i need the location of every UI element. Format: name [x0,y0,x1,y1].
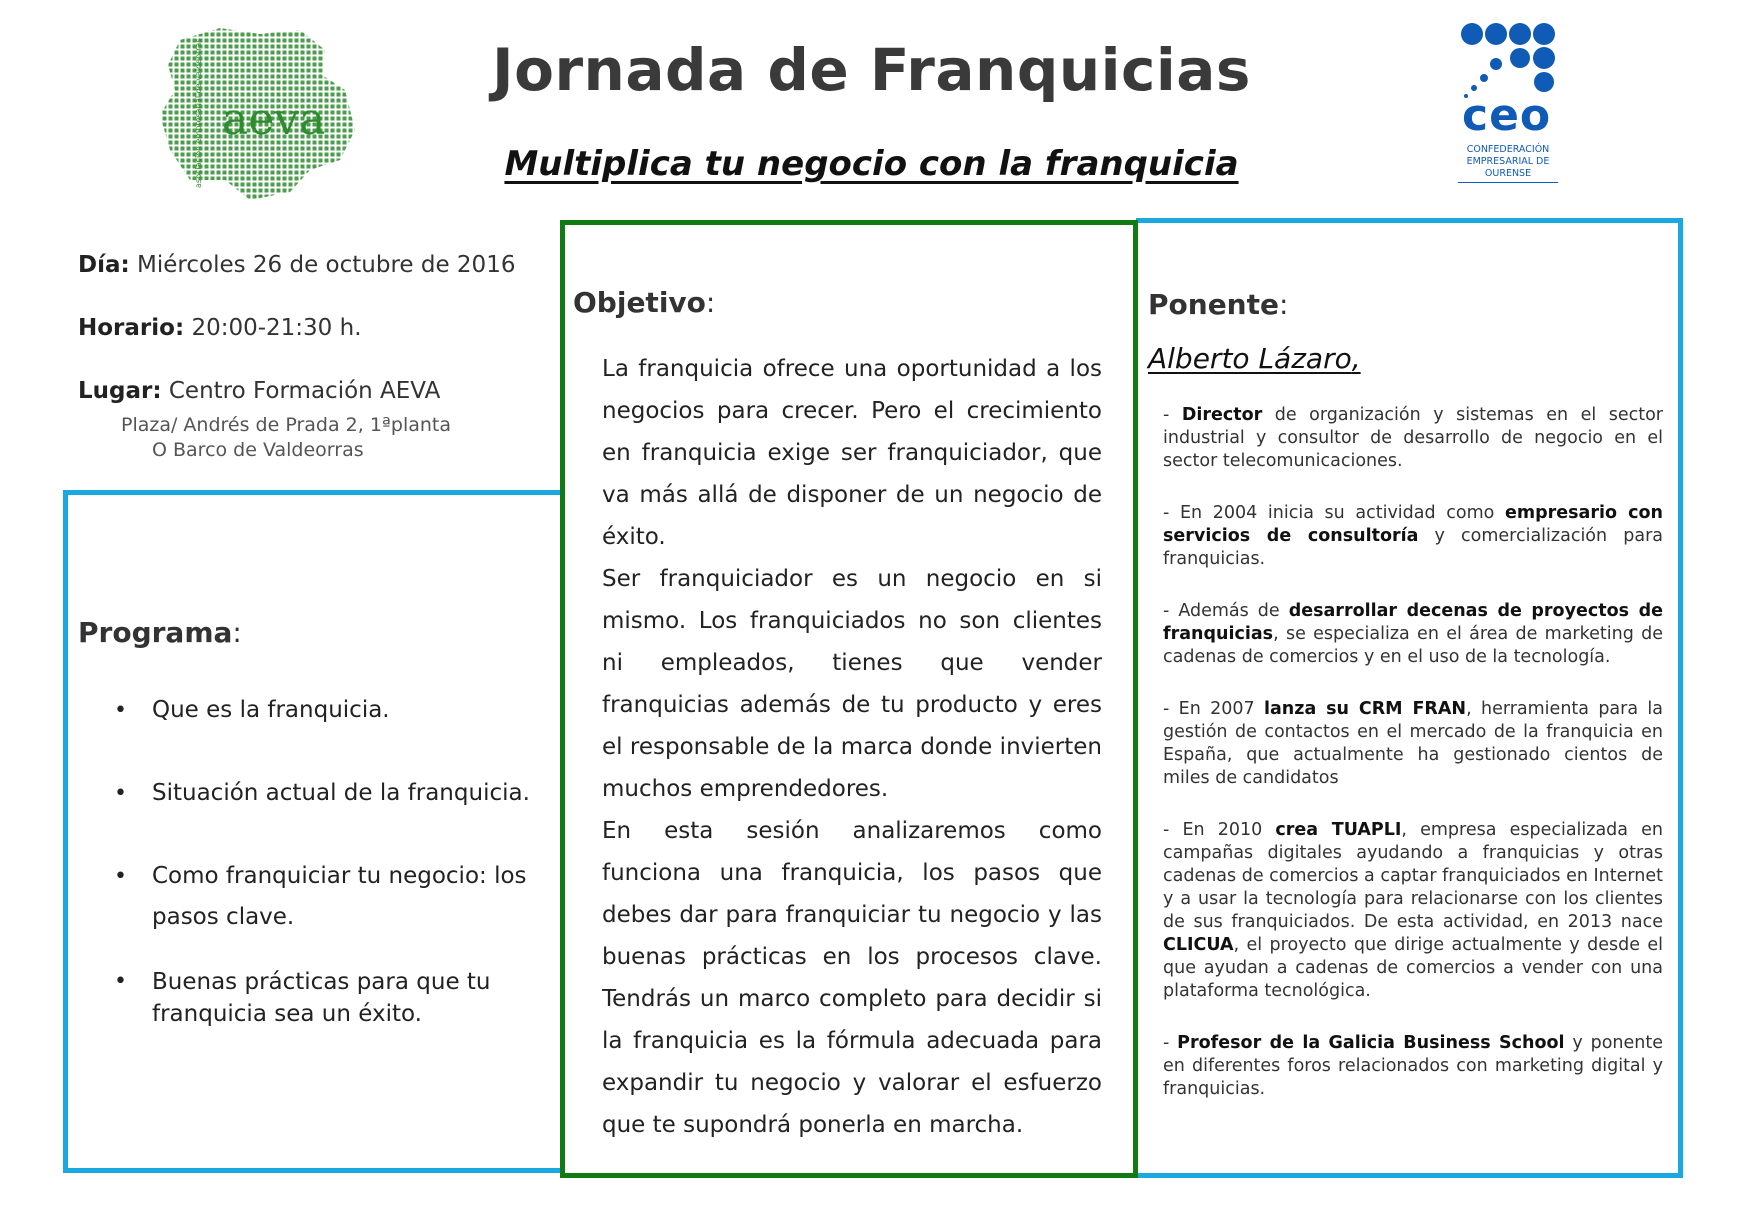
ceo-logo [1450,20,1570,195]
bio-highlight: empresario con servicios de consultoría [1163,503,1663,546]
programa-item: • Que es la franquicia. [110,690,550,731]
objetivo-heading-text: Objetivo [573,286,706,319]
bio-text: y ponente en diferentes foros relacionados con marketing digital y franquicias. [1163,1033,1663,1099]
bio-text: , el proyecto que dirige actualmente y desde el que ayudan a cadenas de comercios a vender con una plataforma tecnológica. [1163,935,1663,1001]
bio-text: - En 2004 inicia su actividad como [1163,503,1505,523]
aeva-logo-text: aeva [222,94,326,145]
ceo-caption-line-1: CONFEDERACIÓN [1466,144,1550,155]
address-line-1: Plaza/ Andrés de Prada 2, 1ªplanta [121,414,451,436]
bio-text: y comercialización para franquicias. [1163,526,1663,569]
dia-label: Día: [78,252,130,278]
objetivo-paragraph: La franquicia ofrece una oportunidad a los negocios para crecer. Pero el crecimiento en franquicia exige ser franquiciador, que va más allá de disponer de un negocio de éxito. [602,356,1102,550]
ponente-name: Alberto Lázaro, [1148,342,1361,375]
bio-paragraph [1163,698,1663,790]
bio-highlight: lanza su CRM FRAN [1264,699,1467,719]
horario-value: 20:00-21:30 h. [191,315,362,341]
bio-text: - Además de [1163,601,1289,621]
lugar-value: Centro Formación AEVA [168,378,441,404]
bio-text: - En 2007 [1163,699,1264,719]
programa-item: • Como franquiciar tu negocio: los pasos clave. [110,856,550,938]
bio-paragraph [1163,819,1663,1003]
page-subtitle: Multiplica tu negocio con la franquicia [504,144,1239,184]
bio-highlight: Profesor de la Galicia Business School [1177,1033,1565,1053]
objetivo-paragraph: En esta sesión analizaremos como funciona una franquicia, los pasos que debes dar para franquiciar tu negocio y las buenas prácticas en los procesos clave. Tendrás un marco completo para decidir si la franquicia es la fórmula adecuada para expandir tu negocio y valorar el esfuerzo que te supondrá ponerla en marcha. [602,818,1102,1138]
bio-highlight: Director [1181,405,1263,425]
page-title: Jornada de Franquicias [492,36,1251,104]
horario-label: Horario: [78,315,185,341]
dia-value: Miércoles 26 de octubre de 2016 [137,252,516,278]
lugar-label: Lugar: [78,378,162,404]
objetivo-heading: Objetivo: [573,286,716,319]
ceo-caption-line-2: EMPRESARIAL DE [1466,156,1550,167]
bio-text: - [1163,1033,1178,1053]
bio-paragraph [1163,404,1663,473]
programa-item: • Buenas prácticas para que tu franquicia sea un éxito. [110,966,550,1030]
bio-paragraph [1163,1032,1663,1101]
bio-paragraph [1163,600,1663,669]
programa-heading: Programa: [78,616,242,649]
bio-text: - En 2010 [1163,820,1276,840]
info-dia [78,252,515,278]
bio-text: de organización y sistemas en el sector industrial y consultor de desarrollo de negocio en el sector telecomunicaciones. [1163,405,1663,471]
programa-heading-text: Programa [78,616,233,649]
ponente-bio [1163,404,1663,1130]
programa-item: • Situación actual de la franquicia. [110,773,550,814]
bio-text: , herramienta para la gestión de contactos en el mercado de la franquicia en España, que actualmente ha gestionado cientos de miles de candidatos [1163,699,1663,788]
ceo-logo-text: ceo [1462,90,1552,141]
aeva-side-text: asociación empresarial de valdeorras [194,38,203,188]
bio-highlight: CLICUA [1163,935,1234,955]
bio-text: - [1163,405,1182,425]
bio-highlight: crea TUAPLI [1275,820,1402,840]
bio-text: , empresa especializada en campañas digitales ayudando a franquicias y otras cadenas de comercios a captar franquiciados en Internet y a usar la tecnología para relacionarse con los clientes de sus franquiciados. De esta actividad, en 2013 nace [1163,820,1664,932]
ponente-name-text: Alberto Lázaro [1148,342,1352,375]
ponente-heading-text: Ponente [1148,288,1279,321]
objetivo-text [602,348,1102,1146]
aeva-logo [150,20,380,205]
ceo-caption-line-3: OURENSE [1484,168,1532,179]
info-lugar [78,378,440,404]
bio-paragraph [1163,502,1663,571]
ceo-caption [1458,144,1558,183]
programa-list [110,690,550,1072]
address-line-2: O Barco de Valdeorras [152,439,364,461]
bio-highlight: desarrollar decenas de proyectos de franquicias [1163,601,1663,644]
bio-text: , se especializa en el área de marketing de cadenas de comercios y en el uso de la tecnología. [1163,624,1663,667]
info-horario [78,315,362,341]
objetivo-paragraph: Ser franquiciador es un negocio en si mismo. Los franquiciados no son clientes ni empleados, tienes que vender franquicias además de tu producto y eres el responsable de la marca donde invierten muchos emprendedores. [602,566,1102,802]
ponente-heading: Ponente: [1148,288,1289,321]
